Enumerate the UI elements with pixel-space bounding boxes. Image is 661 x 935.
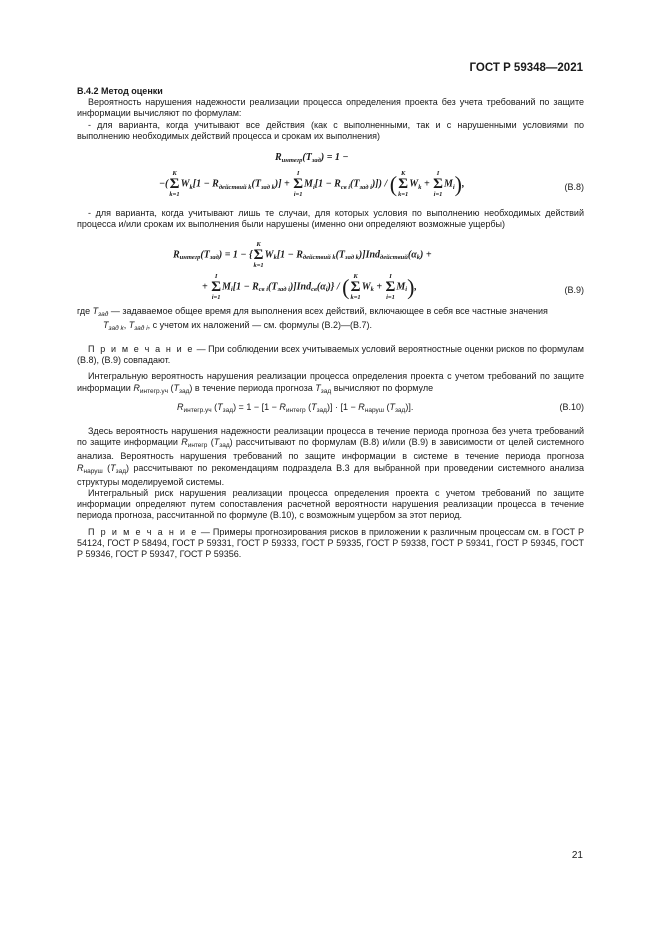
paragraph-integral-probability: Интегральную вероятность нарушения реализации процесса определения проекта с учетом требований по защите информации $R_{интегр.уч}$ $(T_{зад})$ в течение периода прогноза $T_{зад}$ вычисляют по формуле (77, 371, 584, 395)
equation-number-b8: (В.8) (564, 182, 584, 193)
section-title: В.4.2 Метод оценки (77, 86, 163, 96)
equation-number-b9: (В.9) (564, 284, 584, 295)
paragraph-variant-all: - для варианта, когда учитывают все действия (как с выполненными, так и с нарушенными условиями по выполнению необходимых действий процесса и срокам их выполнения) (77, 119, 584, 141)
page-content (77, 86, 584, 560)
page-number: 21 (571, 850, 583, 861)
paragraph-explanation: Здесь вероятность нарушения надежности реализации процесса в течение периода прогноза без учета требований по защите информации $R_{интегр}$ $(T_{зад})$ рассчитывают по формулам (В.8) и/или (В.9) в зависимости от целей системного анализа. Вероятность нарушения требований по защите информации в системе в течение периода прогноза $R_{наруш}$ $(T_{зад})$ рассчитывают по рекомендациям подраздела В.3 для выбранной при проведении системного анализа структуры моделируемой системы. (77, 426, 584, 487)
paragraph-where-cont: $T_{зад k}$, $T_{зад i}$, с учетом их наложений — см. формулы (В.2)—(В.7). (103, 319, 372, 332)
formula-b9: $R_{интегр}(T_{зад}) = 1$ − { K Σ k=1 $W_k[1 - R_{действий k}(T_{зад k})]Ind_{действий}(\alpha_k)$ + + I Σ i=1 $M_i[1 - R_{св i}(T_{зад i})]Ind_{св}(\alpha_i)$} / ( K Σ k=1 $W_k$ + I Σ i=1 $M_i$), (В.9) (173, 240, 584, 301)
paragraph-integral-risk: Интегральный риск нарушения реализации процесса определения проекта с учетом требований по защите информации определяют путем сопоставления расчетной вероятности нарушения реализации процесса в течение периода прогноза, рассчитанной по формуле (В.10), с возможным ущербом за этот период. (77, 488, 584, 521)
paragraph-intro: Вероятность нарушения надежности реализации процесса определения проекта без учета требований по защите информации вычисляют по формулам: (77, 97, 584, 119)
paragraph-variant-violated: - для варианта, когда учитывают лишь те случаи, для которых условия по выполнению необходимых действий процесса и/или срокам их выполнения были нарушены (именно они определяют возможные ущербы) (77, 208, 584, 230)
document-code-header: ГОСТ Р 59348—2021 (469, 62, 583, 74)
note-2: П р и м е ч а н и е — Примеры прогнозирования рисков в приложении к различным процессам см. в ГОСТ Р 54124, ГОСТ Р 58494, ГОСТ Р 59331, ГОСТ Р 59333, ГОСТ Р 59335, ГОСТ Р 59338, ГОСТ Р 59341, ГОСТ Р 59345, ГОСТ Р 59346, ГОСТ Р 59347, ГОСТ Р 59356. (77, 526, 584, 560)
formula-b10: $R_{интегр.уч}$ $(T_{зад}) = 1 - [1 - R_{интегр}$ $(T_{зад})] \cdot [1 - R_{наруш}$ $(T_{зад})$]. (В.10) (177, 401, 584, 414)
paragraph-where: где $T_{зад}$ — задаваемое общее время для выполнения всех действий, включающее в себя все частные значения (77, 305, 548, 318)
equation-number-b10: (В.10) (559, 401, 584, 412)
formula-b8: $R_{интегр}(T_{зад}) = 1$ − −( K Σ k=1 $W_k[1 - R_{действий k}(T_{зад k})]$ + I Σ i=1 $M_i[1 - R_{св i}(T_{зад i})]$) / ( K Σ k=1 $W_k$ + I Σ i=1 $M_i$), (В.8) (159, 152, 584, 199)
note-1: П р и м е ч а н и е — При соблюдении всех учитываемых условий вероятностные оценки рисков по формулам (В.8), (В.9) совпадают. (77, 344, 584, 366)
